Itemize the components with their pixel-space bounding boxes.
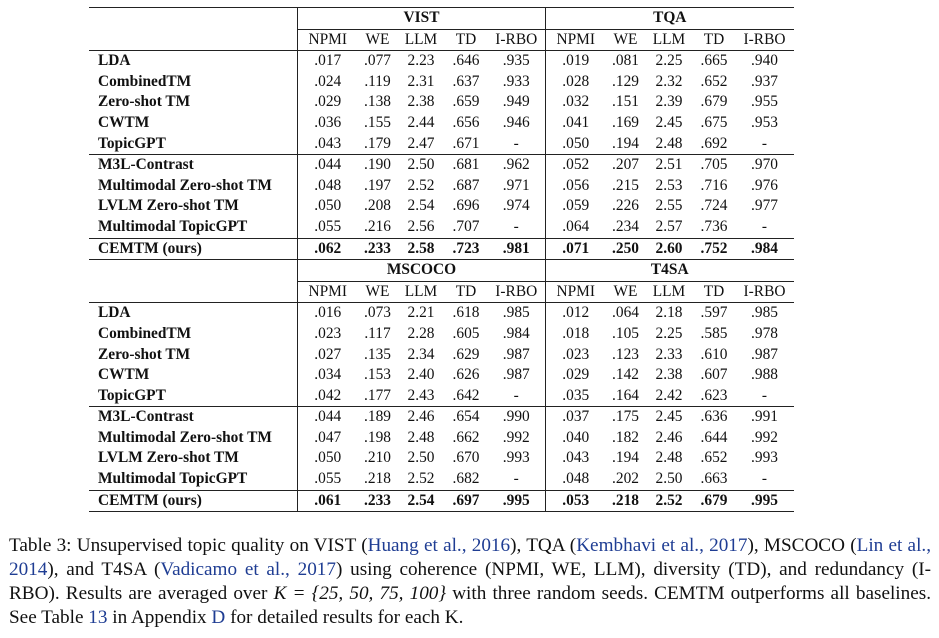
metric-value: 2.25 (655, 324, 683, 342)
method-name: Multimodal TopicGPT (89, 469, 298, 490)
metric-value: .250 (606, 238, 646, 260)
metric-value: 2.33 (655, 345, 683, 363)
metric-value: .164 (612, 386, 639, 404)
metric-value: .050 (314, 449, 342, 467)
corner-cell (89, 8, 298, 30)
metric-header: LLM (646, 29, 693, 51)
metric-value: .042 (314, 386, 342, 404)
metric-value: .153 (364, 366, 391, 384)
metric-value: .984 (736, 238, 794, 260)
metric-value: 2.23 (398, 51, 445, 72)
metric-header: LLM (398, 29, 445, 51)
metric-value: .988 (751, 366, 778, 384)
metric-value: .207 (606, 155, 646, 176)
metric-value: .190 (358, 155, 398, 176)
table-row (89, 217, 794, 238)
method-name: Zero-shot TM (89, 345, 298, 366)
metric-value: .993 (488, 448, 546, 469)
metric-value: 2.21 (398, 303, 445, 324)
citation-link[interactable]: Kembhavi et al., 2017 (576, 535, 748, 556)
metric-value: .024 (314, 72, 342, 90)
metric-header: NPMI (298, 281, 358, 303)
metric-value: .194 (612, 449, 639, 467)
metric-value: - (761, 470, 768, 488)
table-row (89, 176, 794, 197)
metric-value: .071 (546, 238, 606, 260)
metric-value: .705 (693, 155, 736, 176)
metric-value: 2.50 (407, 449, 435, 467)
method-name: M3L-Contrast (89, 407, 298, 428)
metric-value: .679 (700, 93, 728, 111)
metric-value: .179 (364, 134, 391, 152)
metric-value: .991 (736, 407, 794, 428)
table-row (89, 72, 794, 93)
metric-value: 2.46 (655, 428, 683, 446)
metric-value: .016 (298, 303, 358, 324)
dataset-header-row (89, 8, 794, 30)
metric-value: .736 (700, 217, 728, 235)
table-row (89, 324, 794, 345)
method-name: CWTM (89, 365, 298, 386)
metric-value: .218 (364, 470, 391, 488)
metric-value: .933 (488, 72, 546, 93)
metric-value: 2.25 (646, 51, 693, 72)
table-caption (9, 534, 931, 630)
metric-value: .652 (700, 72, 728, 90)
metric-value: .974 (488, 196, 546, 217)
metric-value: .023 (314, 324, 342, 342)
table-row (89, 51, 794, 72)
dataset-header: TQA (546, 8, 794, 30)
metric-value: 2.52 (407, 176, 435, 194)
metric-value: .208 (364, 197, 391, 215)
metric-value: 2.18 (646, 303, 693, 324)
math-expression: K = {25, 50, 75, 100} (273, 583, 447, 604)
metric-header: I-RBO (736, 29, 794, 51)
metric-value: .028 (562, 72, 590, 90)
metric-value: - (761, 134, 768, 152)
metric-header: LLM (646, 281, 693, 303)
metric-value: .043 (314, 134, 342, 152)
metric-value: .233 (358, 490, 398, 512)
metric-value: .135 (364, 345, 391, 363)
metric-value: .077 (358, 51, 398, 72)
metric-value: .940 (736, 51, 794, 72)
metric-value: .752 (693, 238, 736, 260)
metric-value: .081 (606, 51, 646, 72)
metric-value: .048 (562, 470, 590, 488)
metric-value: .597 (693, 303, 736, 324)
metric-value: .142 (612, 366, 639, 384)
metric-header: NPMI (298, 29, 358, 51)
metric-value: .043 (562, 449, 590, 467)
metric-value: .055 (314, 217, 342, 235)
metric-value: 2.48 (407, 428, 435, 446)
metric-value: .023 (562, 345, 590, 363)
metric-value: .723 (445, 238, 488, 260)
metric-value: .992 (488, 428, 546, 449)
metric-value: .610 (700, 345, 728, 363)
metric-value: .985 (736, 303, 794, 324)
table-row (89, 386, 794, 407)
metric-value: .210 (364, 449, 391, 467)
metric-value: .123 (612, 345, 639, 363)
metric-value: .675 (700, 113, 728, 131)
metric-value: 2.58 (398, 238, 445, 260)
table-row (89, 113, 794, 134)
metric-value: .992 (751, 428, 778, 446)
metric-value: .073 (358, 303, 398, 324)
table-row (89, 134, 794, 155)
metric-value: - (488, 469, 546, 490)
metric-value: .050 (314, 197, 342, 215)
method-name: CombinedTM (89, 324, 298, 345)
metric-value: .037 (546, 407, 606, 428)
metric-value: 2.50 (655, 470, 683, 488)
metric-value: .985 (488, 303, 546, 324)
metric-value: .053 (546, 490, 606, 512)
metric-value: .665 (693, 51, 736, 72)
metric-value: .971 (488, 176, 546, 197)
metric-value: .019 (546, 51, 606, 72)
metric-value: 2.54 (407, 197, 435, 215)
metric-value: - (761, 217, 768, 235)
metric-value: .637 (452, 72, 480, 90)
metric-header: NPMI (546, 281, 606, 303)
metric-value: 2.40 (407, 366, 435, 384)
table-row (89, 155, 794, 176)
metric-value: .233 (358, 238, 398, 260)
metric-header: I-RBO (488, 281, 546, 303)
table-row (89, 490, 794, 512)
dataset-header: VIST (298, 8, 546, 30)
table-row (89, 469, 794, 490)
metric-value: 2.31 (407, 72, 435, 90)
metric-value: .697 (445, 490, 488, 512)
metric-value: .626 (452, 366, 480, 384)
metric-value: .935 (488, 51, 546, 72)
metric-value: .198 (364, 428, 391, 446)
metric-value: .987 (488, 365, 546, 386)
metric-value: .970 (736, 155, 794, 176)
metric-header: LLM (398, 281, 445, 303)
metric-value: .218 (606, 490, 646, 512)
metric-value: 2.57 (655, 217, 683, 235)
metric-value: .189 (358, 407, 398, 428)
method-name: LVLM Zero-shot TM (89, 448, 298, 469)
metric-value: .177 (364, 386, 391, 404)
metric-value: 2.46 (398, 407, 445, 428)
metric-value: 2.39 (655, 93, 683, 111)
metric-value: .953 (751, 113, 778, 131)
table-row (89, 238, 794, 260)
method-name: Multimodal TopicGPT (89, 217, 298, 238)
metric-value: .662 (452, 428, 480, 446)
caption-text: in Appendix (107, 607, 212, 628)
metric-value: .652 (700, 449, 728, 467)
metric-value: .607 (700, 366, 728, 384)
metric-value: 2.38 (655, 366, 683, 384)
metric-header: WE (606, 29, 646, 51)
metric-value: 2.43 (407, 386, 435, 404)
metric-value: - (488, 386, 546, 407)
metric-value: .955 (751, 93, 778, 111)
metric-value: .585 (700, 324, 728, 342)
metric-header: NPMI (546, 29, 606, 51)
metric-header: WE (606, 281, 646, 303)
metric-value: .044 (298, 407, 358, 428)
metric-value: .671 (452, 134, 480, 152)
metric-value: .036 (314, 113, 342, 131)
metric-header: I-RBO (736, 281, 794, 303)
metric-header: WE (358, 29, 398, 51)
table-row (89, 345, 794, 366)
metric-value: .642 (452, 386, 480, 404)
method-name: LDA (89, 303, 298, 324)
metric-value: 2.51 (646, 155, 693, 176)
dataset-header-row (89, 260, 794, 282)
metric-value: .215 (612, 176, 639, 194)
metric-value: .623 (700, 386, 728, 404)
table-row (89, 448, 794, 469)
metric-value: .978 (751, 324, 778, 342)
metric-value: .155 (364, 113, 391, 131)
metric-value: .707 (452, 217, 480, 235)
metric-value: .663 (700, 470, 728, 488)
method-name: LVLM Zero-shot TM (89, 196, 298, 217)
metric-value: .962 (488, 155, 546, 176)
metric-value: .987 (488, 345, 546, 366)
caption-text: ) using coherence (NPMI, WE, LLM), diversity (TD), and redundancy (I-RBO). Results are averaged over (9, 559, 932, 604)
table-row (89, 428, 794, 449)
metric-value: .682 (452, 470, 480, 488)
metric-value: .995 (736, 490, 794, 512)
metric-value: .017 (298, 51, 358, 72)
metric-value: .151 (612, 93, 639, 111)
metric-value: .995 (488, 490, 546, 512)
metric-value: .012 (546, 303, 606, 324)
method-name: Zero-shot TM (89, 92, 298, 113)
metric-value: .048 (314, 176, 342, 194)
caption-text: Table 3: Unsupervised topic quality on VIST ( (9, 535, 368, 556)
metric-value: .169 (612, 113, 639, 131)
metric-value: .040 (562, 428, 590, 446)
table-row (89, 365, 794, 386)
metric-value: .059 (562, 197, 590, 215)
metric-value: .234 (612, 217, 639, 235)
metric-value: .949 (488, 92, 546, 113)
method-name: Multimodal Zero-shot TM (89, 428, 298, 449)
citation-link[interactable]: Lin et al., 2014 (9, 535, 931, 580)
metric-value: 2.53 (655, 176, 683, 194)
corner-cell (89, 281, 298, 303)
metric-header-row (89, 281, 794, 303)
metric-value: .670 (452, 449, 480, 467)
metric-value: .018 (562, 324, 590, 342)
caption-text: ), TQA ( (510, 535, 577, 556)
method-name: CEMTM (ours) (89, 238, 298, 260)
metric-value: .064 (562, 217, 590, 235)
metric-value: .216 (364, 217, 391, 235)
metric-value: .687 (452, 176, 480, 194)
metric-value: - (488, 134, 546, 155)
metric-value: .182 (612, 428, 639, 446)
metric-header-row (89, 29, 794, 51)
caption-text: for detailed results for each K. (225, 607, 464, 628)
metric-value: .636 (693, 407, 736, 428)
metric-value: 2.48 (655, 449, 683, 467)
metric-value: .035 (562, 386, 590, 404)
metric-value: 2.32 (655, 72, 683, 90)
metric-value: 2.44 (407, 113, 435, 131)
method-name: CombinedTM (89, 72, 298, 93)
metric-value: 2.55 (655, 197, 683, 215)
metric-value: .226 (612, 197, 639, 215)
metric-value: 2.60 (646, 238, 693, 260)
metric-value: .605 (452, 324, 480, 342)
corner-cell (89, 260, 298, 282)
citation-link[interactable]: Vadicamo et al., 2017 (160, 559, 336, 580)
caption-text: with three random seeds. CEMTM outperforms all baselines. See Table (9, 583, 931, 628)
metric-value: .987 (751, 345, 778, 363)
metric-value: 2.48 (655, 134, 683, 152)
metric-value: 2.54 (398, 490, 445, 512)
metric-value: 2.28 (407, 324, 435, 342)
table-row (89, 196, 794, 217)
method-name: LDA (89, 51, 298, 72)
metric-value: .937 (751, 72, 778, 90)
metric-value: .032 (562, 93, 590, 111)
metric-value: .041 (562, 113, 590, 131)
metric-value: - (488, 217, 546, 238)
metric-value: .105 (612, 324, 639, 342)
metric-value: .202 (612, 470, 639, 488)
metric-value: .062 (298, 238, 358, 260)
metric-value: .618 (445, 303, 488, 324)
metric-value: .644 (700, 428, 728, 446)
metric-value: .061 (298, 490, 358, 512)
metric-header: TD (693, 29, 736, 51)
metric-value: .646 (445, 51, 488, 72)
metric-value: .716 (700, 176, 728, 194)
metric-value: .029 (562, 366, 590, 384)
dataset-header: T4SA (546, 260, 794, 282)
metric-value: .654 (445, 407, 488, 428)
metric-header: TD (445, 281, 488, 303)
metric-value: .977 (751, 197, 778, 215)
metric-value: 2.45 (646, 407, 693, 428)
metric-value: .047 (314, 428, 342, 446)
metric-header: TD (445, 29, 488, 51)
corner-cell (89, 29, 298, 51)
method-name: TopicGPT (89, 386, 298, 407)
table-row (89, 92, 794, 113)
method-name: CWTM (89, 113, 298, 134)
metric-value: 2.50 (398, 155, 445, 176)
appendix-link[interactable]: D (211, 607, 226, 628)
metric-value: .050 (562, 134, 590, 152)
metric-value: - (761, 386, 768, 404)
metric-value: .656 (452, 113, 480, 131)
metric-value: .679 (693, 490, 736, 512)
results-table (89, 7, 794, 512)
metric-value: .138 (364, 93, 391, 111)
metric-value: 2.56 (407, 217, 435, 235)
metric-value: 2.52 (646, 490, 693, 512)
metric-header: I-RBO (488, 29, 546, 51)
caption-text: ), MSCOCO ( (747, 535, 857, 556)
metric-value: 2.34 (407, 345, 435, 363)
metric-value: .056 (562, 176, 590, 194)
metric-value: 2.38 (407, 93, 435, 111)
metric-value: .696 (452, 197, 480, 215)
metric-value: .197 (364, 176, 391, 194)
method-name: TopicGPT (89, 134, 298, 155)
metric-value: 2.42 (655, 386, 683, 404)
metric-value: .055 (314, 470, 342, 488)
metric-value: .946 (488, 113, 546, 134)
metric-header: WE (358, 281, 398, 303)
metric-value: .044 (298, 155, 358, 176)
table-link[interactable]: 13 (88, 607, 108, 628)
metric-value: .984 (488, 324, 546, 345)
metric-value: .027 (314, 345, 342, 363)
metric-value: .034 (314, 366, 342, 384)
dataset-header: MSCOCO (298, 260, 546, 282)
metric-value: .724 (700, 197, 728, 215)
metric-value: .976 (751, 176, 778, 194)
caption-text: ), and T4SA ( (47, 559, 161, 580)
metric-value: .629 (452, 345, 480, 363)
metric-value: 2.47 (407, 134, 435, 152)
metric-value: .175 (606, 407, 646, 428)
metric-value: .129 (612, 72, 639, 90)
metric-value: .117 (364, 324, 391, 342)
method-name: CEMTM (ours) (89, 490, 298, 512)
metric-value: .064 (606, 303, 646, 324)
metric-value: .119 (364, 72, 391, 90)
metric-value: .981 (488, 238, 546, 260)
metric-value: .194 (612, 134, 639, 152)
metric-header: TD (693, 281, 736, 303)
metric-value: .659 (452, 93, 480, 111)
metric-value: 2.45 (655, 113, 683, 131)
table-row (89, 303, 794, 324)
method-name: M3L-Contrast (89, 155, 298, 176)
method-name: Multimodal Zero-shot TM (89, 176, 298, 197)
metric-value: 2.52 (407, 470, 435, 488)
table-row (89, 407, 794, 428)
metric-value: .681 (445, 155, 488, 176)
metric-value: .052 (546, 155, 606, 176)
citation-link[interactable]: Huang et al., 2016 (367, 535, 511, 556)
metric-value: .692 (700, 134, 728, 152)
metric-value: .993 (751, 449, 778, 467)
metric-value: .990 (488, 407, 546, 428)
metric-value: .029 (314, 93, 342, 111)
